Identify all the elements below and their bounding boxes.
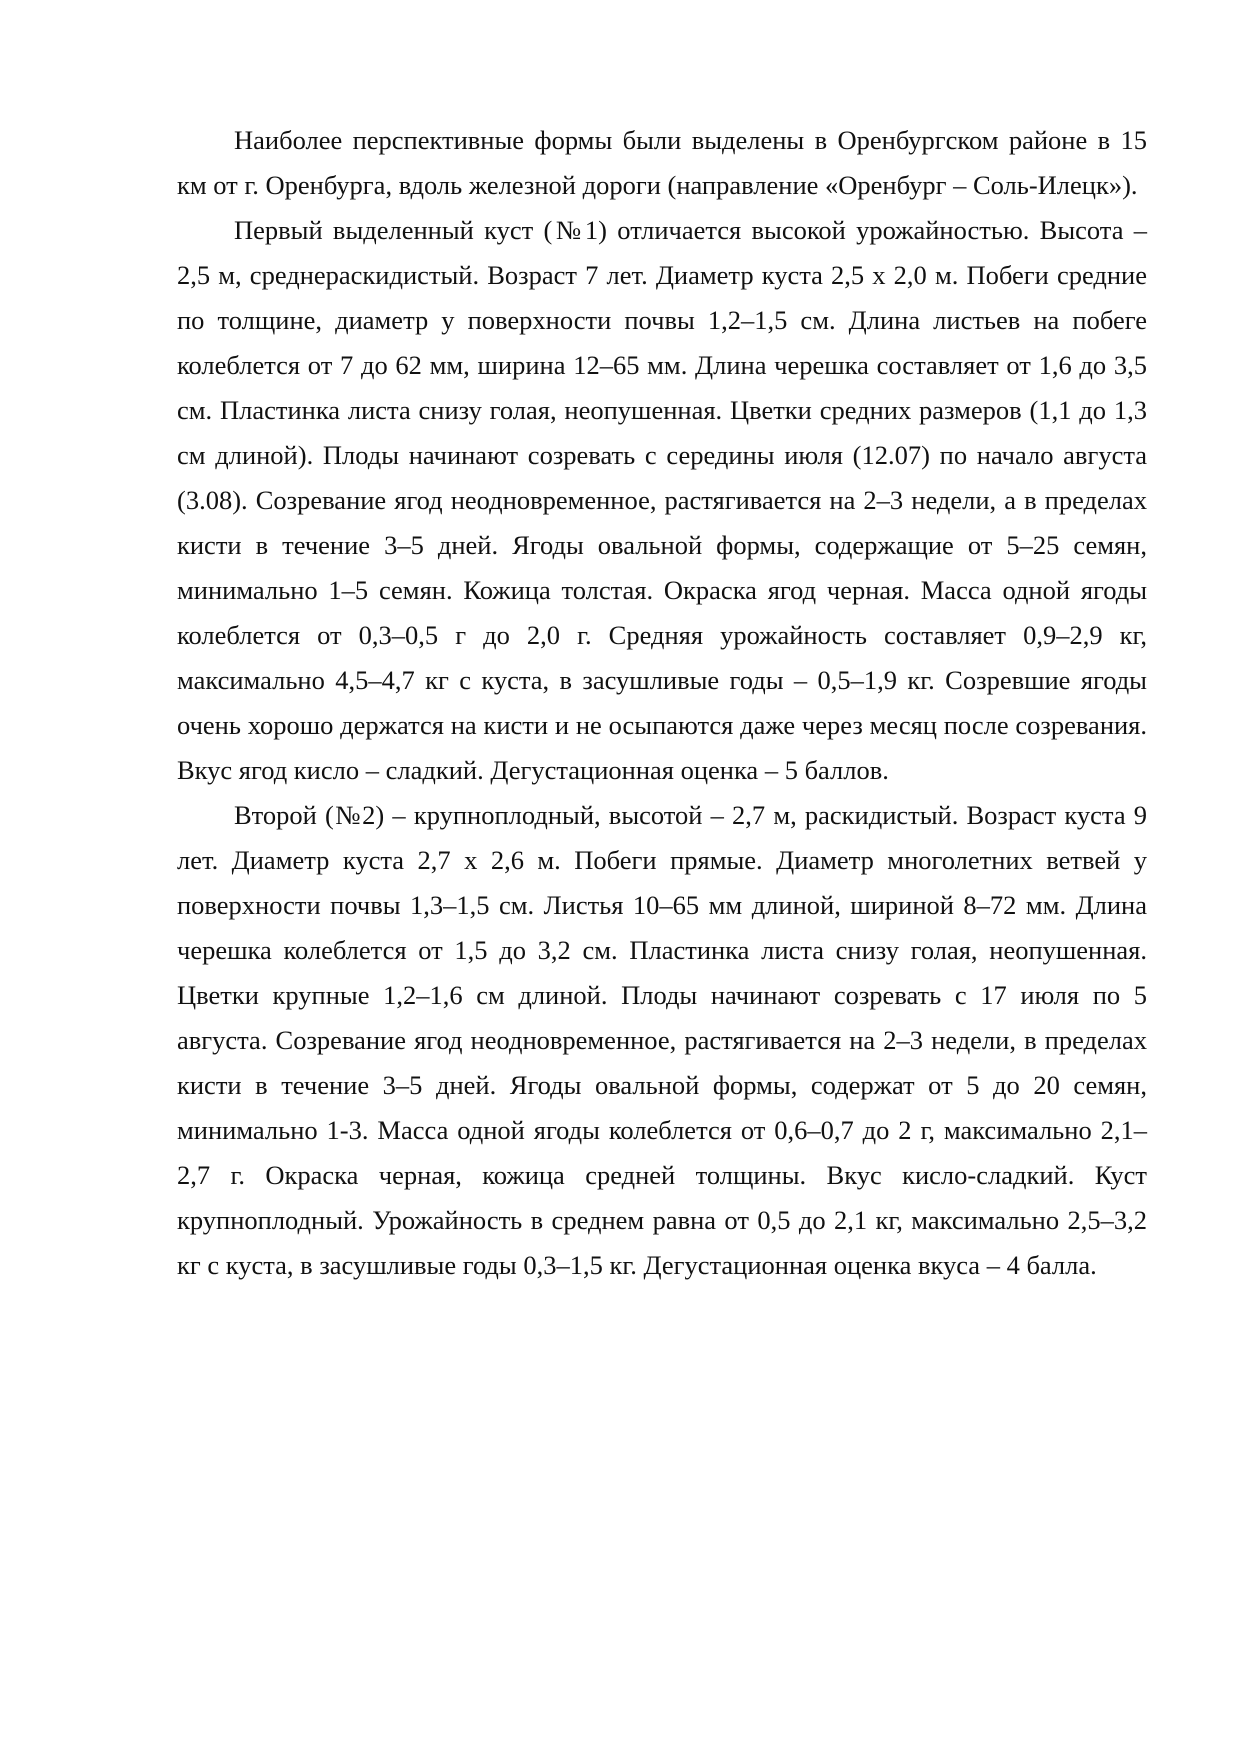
paragraph-bush-2: Второй (№2) – крупноплодный, высотой – 2,7 м, раскидистый. Возраст куста 9 лет. Диаметр куста 2,7 х 2,6 м. Побеги прямые. Диаметр многолетних ветвей у поверхности почвы 1,3–1,5 см. Листья 10–65 мм длиной, шириной 8–72 мм. Длина черешка колеблется от 1,5 до 3,2 см. Пластинка листа снизу голая, неопушенная. Цветки крупные 1,2–1,6 см длиной. Плоды начинают созревать с 17 июля по 5 августа. Созревание ягод неодновременное, растягивается на 2–3 недели, в пределах кисти в течение 3–5 дней. Ягоды овальной формы, содержат от 5 до 20 семян, минимально 1-3. Масса одной ягоды колеблется от 0,6–0,7 до 2 г, максимально 2,1–2,7 г. Окраска черная, кожица средней толщины. Вкус кисло-сладкий. Куст крупноплодный. Урожайность в среднем равна от 0,5 до 2,1 кг, максимально 2,5–3,2 кг с куста, в засушливые годы 0,3–1,5 кг. Дегустационная оценка вкуса – 4 балла.: [177, 800, 1147, 1280]
paragraph-intro: Наиболее перспективные формы были выделены в Оренбургском районе в 15 км от г. Оренбурга, вдоль железной дороги (направление «Оренбург – Соль-Илецк»).: [177, 125, 1147, 200]
paragraph-bush-1: Первый выделенный куст (№1) отличается высокой урожайностью. Высота – 2,5 м, среднераскидистый. Возраст 7 лет. Диаметр куста 2,5 х 2,0 м. Побеги средние по толщине, диаметр у поверхности почвы 1,2–1,5 см. Длина листьев на побеге колеблется от 7 до 62 мм, ширина 12–65 мм. Длина черешка составляет от 1,6 до 3,5 см. Пластинка листа снизу голая, неопушенная. Цветки средних размеров (1,1 до 1,3 см длиной). Плоды начинают созревать с середины июля (12.07) по начало августа (3.08). Созревание ягод неодновременное, растягивается на 2–3 недели, а в пределах кисти в течение 3–5 дней. Ягоды овальной формы, содержащие от 5–25 семян, минимально 1–5 семян. Кожица толстая. Окраска ягод черная. Масса одной ягоды колеблется от 0,3–0,5 г до 2,0 г. Средняя урожайность составляет 0,9–2,9 кг, максимально 4,5–4,7 кг с куста, в засушливые годы – 0,5–1,9 кг. Созревшие ягоды очень хорошо держатся на кисти и не осыпаются даже через месяц после созревания. Вкус ягод кисло – сладкий. Дегустационная оценка – 5 баллов.: [177, 215, 1147, 785]
document-page: [177, 118, 1147, 1288]
